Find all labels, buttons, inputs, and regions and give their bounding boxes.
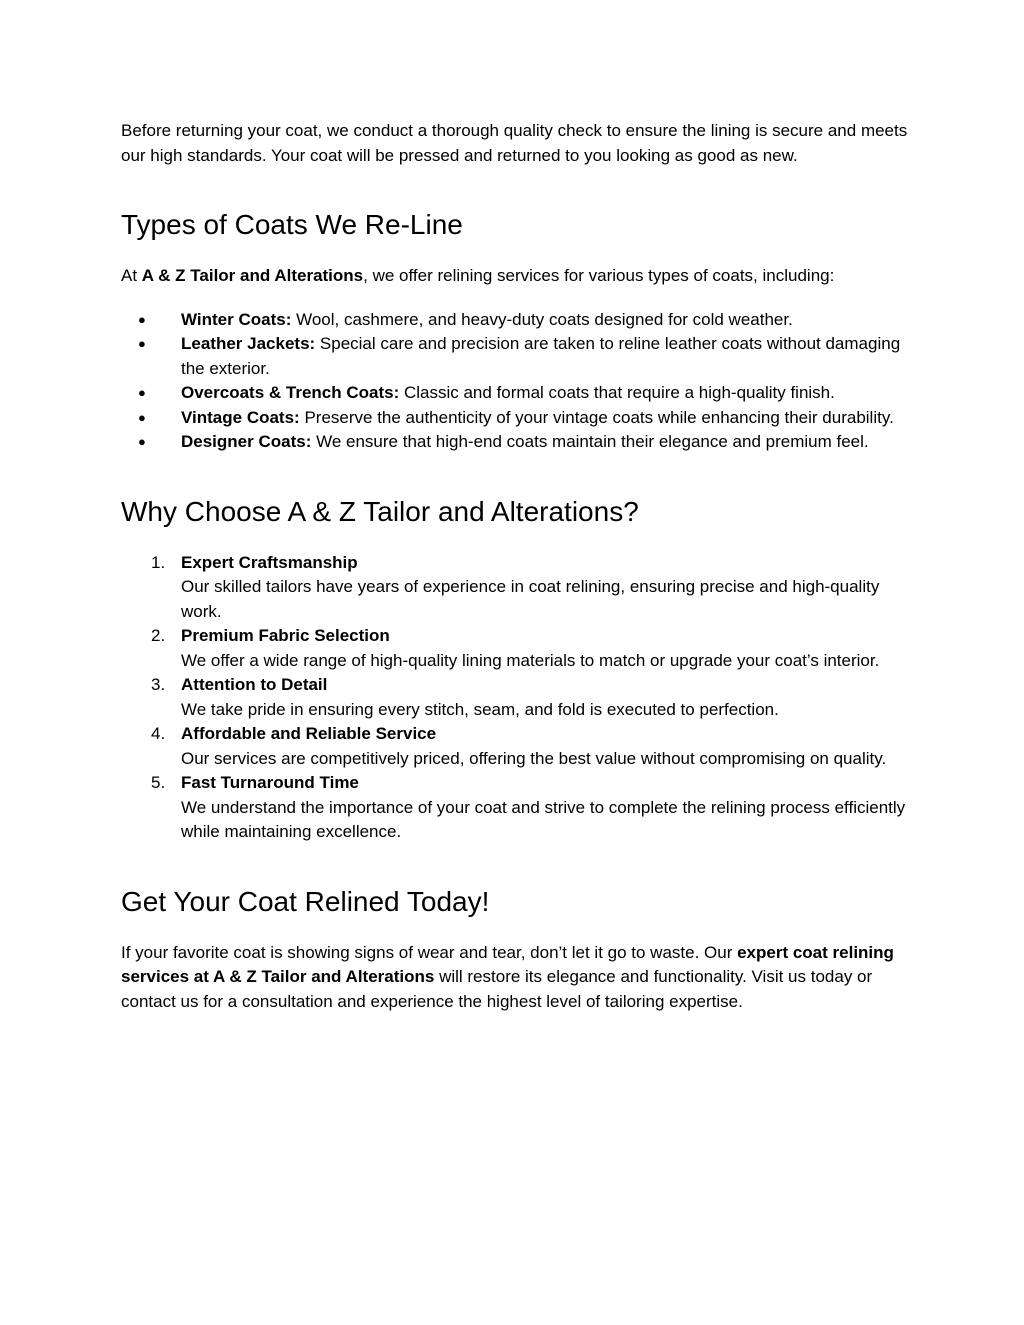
list-item-title: Designer Coats: bbox=[181, 432, 312, 451]
intro-paragraph: Before returning your coat, we conduct a thorough quality check to ensure the lining is secure and meets our high standards. Your coat will be pressed and returned to you looking as good as new. bbox=[121, 121, 908, 165]
bullet-icon: ● bbox=[138, 434, 146, 449]
list-item-text: Classic and formal coats that require a high-quality finish. bbox=[399, 383, 835, 402]
list-item-text: We understand the importance of your coat and strive to complete the relining process efficiently while maintaining excellence. bbox=[181, 797, 906, 841]
list-item-title: Fast Turnaround Time bbox=[181, 773, 359, 792]
coat-types-list bbox=[121, 308, 911, 455]
bullet-icon: ● bbox=[138, 409, 146, 425]
document-page bbox=[121, 119, 911, 1014]
list-number: 1. bbox=[151, 552, 166, 572]
types-lead-suffix: , we offer relining services for various types of coats, including: bbox=[363, 266, 835, 285]
list-item bbox=[121, 551, 911, 625]
list-item-text: Special care and precision are taken to reline leather coats without damaging the exterior. bbox=[181, 334, 901, 378]
list-item-title: Attention to Detail bbox=[181, 675, 328, 694]
list-number: 3. bbox=[151, 675, 166, 694]
types-lead-prefix: At bbox=[121, 266, 142, 285]
closing-bold: expert coat relining services at A & Z Tailor and Alterations bbox=[121, 942, 894, 986]
list-number: 2. bbox=[151, 626, 166, 645]
list-item-title: Expert Craftsmanship bbox=[181, 552, 358, 572]
bullet-icon: ● bbox=[138, 385, 146, 400]
list-item-text: Preserve the authenticity of your vintage coats while enhancing their durability. bbox=[299, 407, 894, 427]
list-item-title: Winter Coats: bbox=[181, 309, 292, 329]
why-heading: Why Choose A & Z Tailor and Alterations? bbox=[121, 495, 639, 527]
types-lead-paragraph bbox=[121, 264, 911, 289]
list-item bbox=[121, 673, 911, 722]
closing-paragraph bbox=[121, 941, 911, 1015]
list-item bbox=[121, 430, 911, 455]
list-item-text: We ensure that high-end coats maintain their elegance and premium feel. bbox=[311, 432, 869, 451]
types-heading: Types of Coats We Re-Line bbox=[121, 209, 463, 240]
reasons-list bbox=[121, 551, 911, 845]
list-number: 5. bbox=[151, 773, 166, 792]
list-item bbox=[121, 332, 911, 381]
list-item bbox=[121, 624, 911, 673]
closing-suffix: will restore its elegance and functionality. Visit us today or contact us for a consultation and experience the highest level of tailoring expertise. bbox=[121, 967, 873, 1011]
list-item bbox=[121, 406, 911, 431]
list-item-text: We take pride in ensuring every stitch, seam, and fold is executed to perfection. bbox=[181, 699, 779, 719]
list-item-text: We offer a wide range of high-quality lining materials to match or upgrade your coat’s interior. bbox=[181, 650, 880, 670]
bullet-icon: ● bbox=[138, 336, 146, 351]
list-item-title: Overcoats & Trench Coats: bbox=[181, 383, 400, 402]
list-item-text: Our skilled tailors have years of experience in coat relining, ensuring precise and high-quality work. bbox=[181, 577, 880, 621]
business-name: A & Z Tailor and Alterations bbox=[141, 266, 364, 285]
list-item-title: Affordable and Reliable Service bbox=[181, 724, 437, 743]
list-item-text: Our services are competitively priced, offering the best value without compromising on quality. bbox=[181, 748, 887, 768]
list-item-title: Leather Jackets: bbox=[181, 334, 316, 353]
list-item-text: Wool, cashmere, and heavy-duty coats designed for cold weather. bbox=[291, 309, 793, 329]
list-number: 4. bbox=[151, 724, 166, 743]
list-item bbox=[121, 308, 911, 333]
closing-prefix: If your favorite coat is showing signs of wear and tear, don’t let it go to waste. Our bbox=[121, 942, 738, 962]
list-item bbox=[121, 722, 911, 771]
list-item-title: Vintage Coats: bbox=[181, 407, 300, 427]
list-item bbox=[121, 771, 911, 845]
list-item bbox=[121, 381, 911, 406]
list-item-title: Premium Fabric Selection bbox=[181, 626, 390, 645]
get-heading: Get Your Coat Relined Today! bbox=[121, 885, 490, 917]
bullet-icon: ● bbox=[138, 311, 146, 327]
